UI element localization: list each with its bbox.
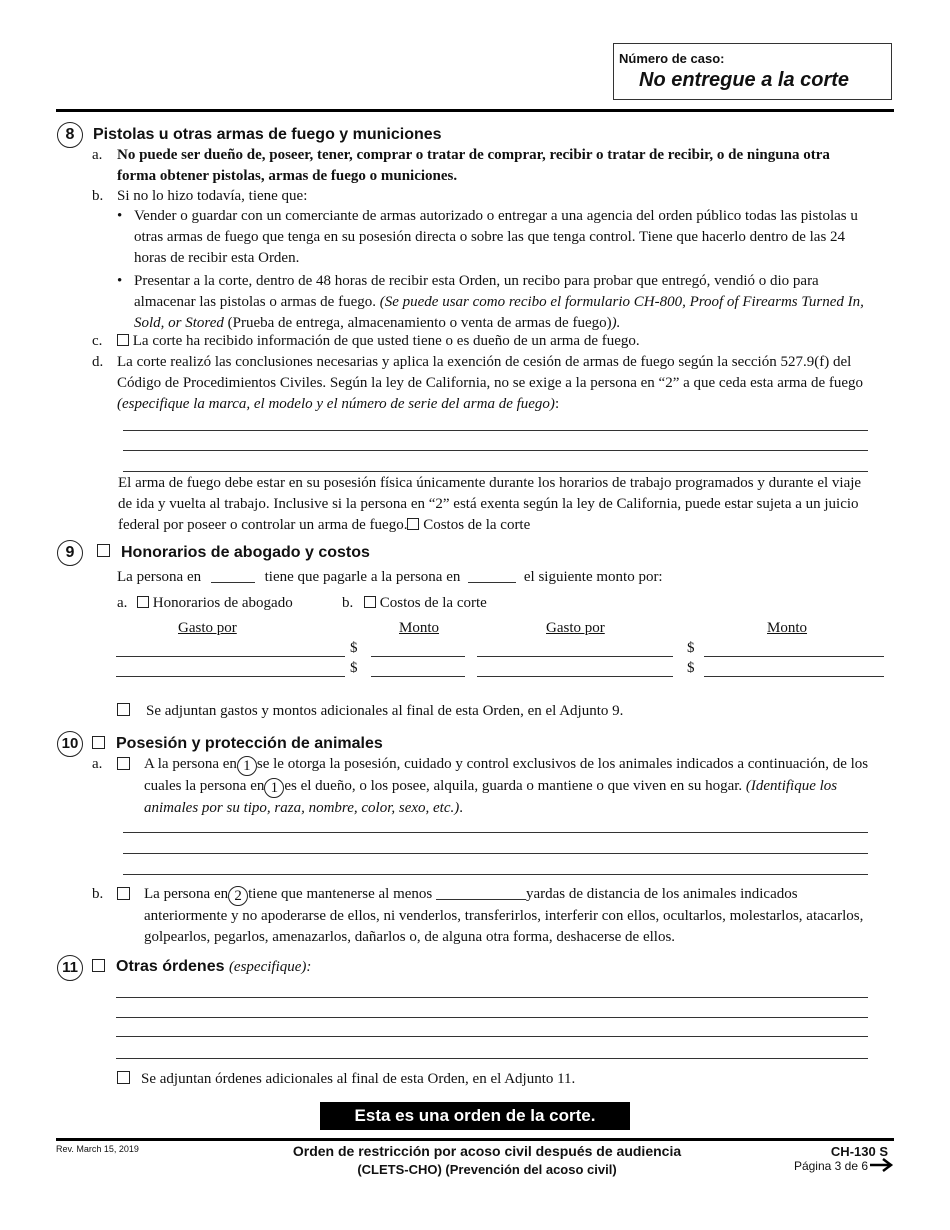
revision-date: Rev. March 15, 2019 [56, 1144, 139, 1154]
case-number-value: No entregue a la corte [639, 69, 850, 91]
other-orders-line-3[interactable] [116, 1036, 868, 1037]
item-8b-bullet-2-italic: (Se puede usar como recibo el formulario CH-800, Proof of Firearms Turned In, Sold, or Stored [134, 294, 864, 331]
item-8a-marker: a. [92, 147, 103, 163]
animals-description-line-3[interactable] [123, 874, 868, 875]
item-8-possession-text [118, 473, 878, 536]
item-8c-marker: c. [92, 333, 103, 349]
form-title-line-2: (CLETS-CHO) (Prevención del acoso civil) [357, 1162, 617, 1177]
form-id: CH-130 S [830, 1144, 888, 1159]
expense-row-2-left[interactable] [116, 676, 345, 677]
firearm-description-line-2[interactable] [123, 450, 868, 451]
item-10a-period: . [459, 800, 463, 816]
item-11-attached-checkbox[interactable] [117, 1071, 130, 1084]
item-8c-row [117, 331, 640, 352]
item-8b-bullet-2 [134, 271, 879, 334]
item-9a-marker: a. [117, 595, 128, 611]
animals-description-line-1[interactable] [123, 832, 868, 833]
yards-distance-input[interactable] [436, 885, 526, 900]
item-8d-italic: (especifique la marca, el modelo y el número de serie del arma de fuego) [117, 396, 555, 412]
item-10b-part-2: tiene que mantenerse al menos [248, 886, 433, 902]
item-8d-body: La corte realizó las conclusiones necesarias y aplica la exención de cesión de armas de fuego según la sección 527.9(f) del Código de Procedimientos Civiles. Según la ley de California, no se exige a la persona en “2” a que ceda esta arma de fuego [117, 354, 864, 391]
item-9-title: Honorarios de abogado y costos [121, 544, 370, 561]
item-8b-bullet-2-text: Presentar a la corte, dentro de 48 horas de recibir esta Orden, un recibo para probar que entregó, vendió o dio para almacenar las pistolas o armas de fuego. [134, 273, 819, 310]
header-rule [56, 109, 894, 112]
firearm-description-line-3[interactable] [123, 471, 868, 472]
payee-input[interactable] [468, 568, 516, 583]
item-10-checkbox[interactable] [92, 736, 105, 749]
item-11-title: Otras órdenes [116, 958, 225, 975]
item-8c-text: La corte ha recibido información de que usted tiene o es dueño de un arma de fuego. [132, 333, 640, 349]
dollar-sign: $ [350, 640, 358, 656]
item-9-checkbox[interactable] [97, 544, 110, 557]
item-11-title-italic: (especifique): [228, 959, 312, 975]
item-10a-italic: (Identifique los animales por su tipo, raza, nombre, color, sexo, etc.) [144, 778, 838, 816]
amount-col-header-left: Monto [399, 620, 440, 636]
item-8d-colon: : [554, 396, 560, 412]
bullet-icon: • [117, 273, 123, 289]
court-costs-option-checkbox[interactable] [364, 596, 376, 608]
other-orders-line-4[interactable] [116, 1058, 868, 1059]
court-order-banner: Esta es una orden de la corte. [320, 1102, 630, 1130]
amount-row-2-right[interactable] [704, 676, 884, 677]
item-9a-row [137, 593, 293, 614]
item-8c-checkbox[interactable] [117, 334, 129, 346]
item-9b-row [364, 593, 487, 614]
item-8-number: 8 [57, 122, 83, 148]
party-2-circle: 2 [228, 886, 248, 906]
item-10a-marker: a. [92, 756, 103, 772]
attorney-fees-label: Honorarios de abogado [152, 595, 293, 611]
item-9-pay-row [117, 567, 663, 588]
item-11-attached-text: Se adjuntan órdenes adicionales al final de esta Orden, en el Adjunto 11. [141, 1071, 576, 1087]
item-8-possession-body: El arma de fuego debe estar en su posesión física únicamente durante los horarios de trabajo programados y durante el viaje de ida y vuelta al trabajo. Inclusive si la persona en “2” está exenta según la ley de California, puede estar sujeta a un juicio federal por poseer o controlar un arma de fuego. [118, 475, 862, 533]
page-number: Página 3 de 6 [793, 1159, 868, 1173]
payer-input[interactable] [211, 568, 255, 583]
party-1-circle: 1 [264, 778, 284, 798]
amount-row-2-left[interactable] [371, 676, 465, 677]
item-9b-marker: b. [342, 595, 354, 611]
dollar-sign: $ [350, 660, 358, 676]
item-9-pay-part-3: el siguiente monto por: [523, 569, 663, 585]
dollar-sign: $ [687, 660, 695, 676]
bullet-icon: • [117, 208, 123, 224]
item-9-pay-part-2: tiene que pagarle a la persona en [264, 569, 461, 585]
item-9-pay-part-1: La persona en [117, 569, 202, 585]
court-costs-checkbox[interactable] [407, 518, 419, 530]
item-10a-checkbox[interactable] [117, 757, 130, 770]
item-10a-part-1: A la persona en [144, 756, 237, 772]
item-10b-text [144, 884, 884, 948]
item-11-checkbox[interactable] [92, 959, 105, 972]
attorney-fees-checkbox[interactable] [137, 596, 149, 608]
item-9-attached-checkbox[interactable] [117, 703, 130, 716]
animals-description-line-2[interactable] [123, 853, 868, 854]
item-8d-text [117, 352, 887, 415]
other-orders-line-1[interactable] [116, 997, 868, 998]
item-10-title: Posesión y protección de animales [116, 735, 383, 752]
item-9-attached-text: Se adjuntan gastos y montos adicionales al final de esta Orden, en el Adjunto 9. [146, 703, 624, 719]
case-number-label: Número de caso: [619, 51, 725, 66]
item-10b-marker: b. [92, 886, 104, 902]
expense-row-1-left[interactable] [116, 656, 345, 657]
right-arrow-icon [870, 1158, 894, 1172]
item-10-number: 10 [57, 731, 83, 757]
item-8a-text: No puede ser dueño de, poseer, tener, comprar o tratar de comprar, recibir o tratar de recibir, o de ninguna otra forma obtener pistolas, armas de fuego o municiones. [117, 147, 830, 184]
other-orders-line-2[interactable] [116, 1017, 868, 1018]
party-1-circle: 1 [237, 756, 257, 776]
expense-row-2-right[interactable] [477, 676, 673, 677]
item-10b-part-3: yardas de distancia de los animales indicados anteriormente y no apoderarse de ellos, ni venderlos, transferirlos, interferir con ellos, ocultarlos, molestarlos, atacarlos, golpearlos, pegarlos, amenazarlos, dañarlos o, de alguna otra forma, deshacerse de ellos. [144, 886, 864, 945]
expense-col-header-right: Gasto por [546, 620, 605, 636]
item-9-number: 9 [57, 540, 83, 566]
item-8-title: Pistolas u otras armas de fuego y municiones [93, 126, 442, 143]
amount-col-header-right: Monto [767, 620, 808, 636]
footer-rule [56, 1138, 894, 1141]
item-10a-part-3: es el dueño, o los posee, alquila, guarda o mantiene o que viven en su hogar. [284, 778, 746, 794]
expense-row-1-right[interactable] [477, 656, 673, 657]
item-10b-checkbox[interactable] [117, 887, 130, 900]
item-10a-part-2: se le otorga la posesión, cuidado y control exclusivos de los animales indicados a continuación, de los cuales la persona en [144, 756, 869, 794]
item-10b-part-1: La persona en [144, 886, 229, 902]
dollar-sign: $ [687, 640, 695, 656]
court-costs-label: Costos de la corte [379, 595, 487, 611]
item-11-title-row [116, 957, 311, 978]
item-8b-marker: b. [92, 188, 104, 204]
amount-row-1-right[interactable] [704, 656, 884, 657]
item-8-possession-tail: Costos de la corte [423, 517, 531, 533]
item-8b-bullet-1: Vender o guardar con un comerciante de armas autorizado o entregar a una agencia del orden público todas las pistolas u otras armas de fuego que tenga en su posesión directa o sobre las que tenga control. Tiene que hacerlo dentro de las 24 horas de recibir esta Orden. [134, 208, 858, 266]
expense-col-header-left: Gasto por [178, 620, 237, 636]
item-8b-bullet-2-close: ). [611, 315, 621, 331]
firearm-description-line-1[interactable] [123, 430, 868, 431]
case-number-box [613, 43, 892, 100]
amount-row-1-left[interactable] [371, 656, 465, 657]
form-title-line-1: Orden de restricción por acoso civil después de audiencia [292, 1143, 682, 1159]
item-10a-text [144, 754, 879, 819]
item-8b-bullet-2-normal: (Prueba de entrega, almacenamiento o venta de armas de fuego) [223, 315, 612, 331]
item-8d-marker: d. [92, 354, 104, 370]
item-11-number: 11 [57, 955, 83, 981]
item-8b-intro: Si no lo hizo todavía, tiene que: [117, 188, 308, 204]
